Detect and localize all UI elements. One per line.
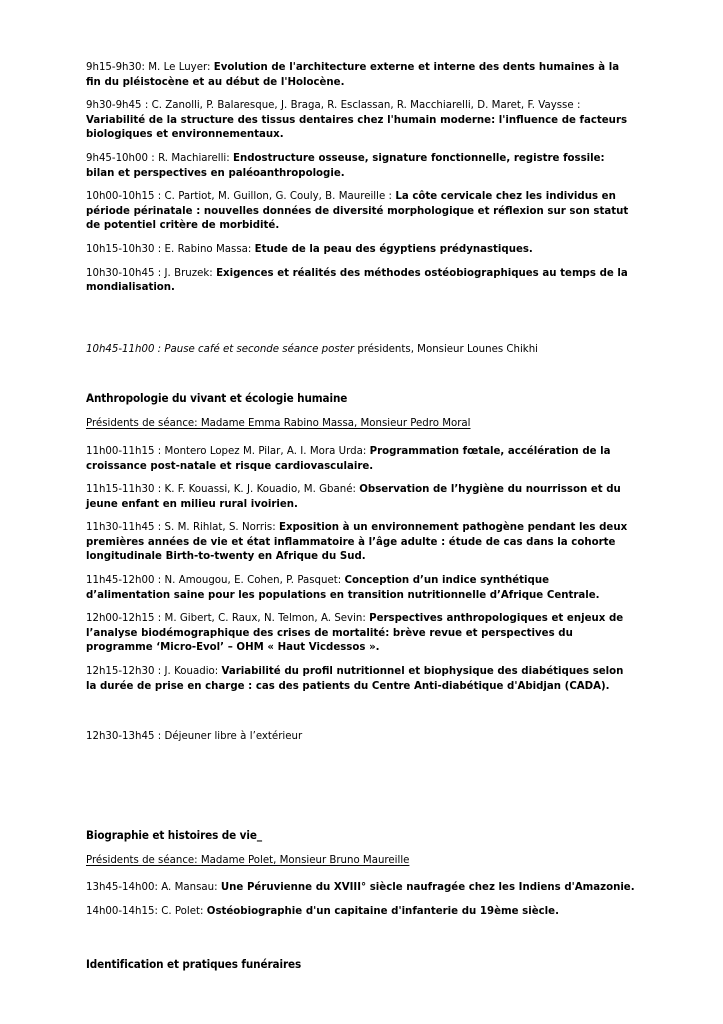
section-chairs-anthropologie: Présidents de séance: Madame Emma Rabino Massa, Monsieur Pedro Moral [86,418,471,430]
entry-time-authors: 11h00-11h15 : Montero Lopez M. Pilar, A. I. Mora Urda: [86,445,370,457]
spacer [86,929,636,957]
spacer [86,754,636,828]
schedule-entry [86,243,636,258]
schedule-entry [86,905,636,920]
entry-title: Ostéobiographie d'un capitaine d'infanterie du 19ème siècle. [206,906,559,917]
schedule-entry [86,612,636,656]
spacer [86,357,636,391]
spacer [86,843,636,854]
biographie-session-list [86,881,636,919]
coffee-break-italic: 10h45-11h00 : Pause café et seconde séance poster [86,343,355,355]
morning-session-list [86,61,636,296]
spacer [86,305,636,343]
entry-time-authors: 10h15-10h30 : E. Rabino Massa: [86,243,255,255]
schedule-entry [86,574,636,603]
entry-time-authors: 11h45-12h00 : N. Amougou, E. Cohen, P. Pasquet: [86,575,345,587]
entry-title: La côte cervicale chez les individus en période périnatale : nouvelles données de diversité morphologique et réflexion sur son statut de potentiel critère de morbidité. [86,191,629,232]
entry-time-authors: 9h15-9h30: M. Le Luyer: [86,62,214,73]
entry-time-authors: 9h30-9h45 : C. Zanolli, P. Balaresque, J. Braga, R. Esclassan, R. Macchiarelli, D. Maret, F. Vaysse : [86,100,581,112]
entry-title: Une Péruvienne du XVIII° siècle naufragée chez les Indiens d'Amazonie. [220,882,635,894]
entry-title: Perspectives anthropologiques et enjeux de l’analyse biodémographique des crises de mortalité: brève revue et perspectives du programme ‘Micro-Evol’ – OHM « Haut Vicdessos ». [86,613,624,654]
entry-title: Variabilité de la structure des tissus dentaires chez l'humain moderne: l'influence de facteurs biologiques et environnementaux. [86,114,628,141]
spacer [86,868,636,881]
entry-time-authors: 13h45-14h00: A. Mansau: [86,882,221,894]
entry-time-authors: 11h30-11h45 : S. M. Rihlat, S. Norris: [86,522,279,534]
coffee-break-chairs: présidents, Monsieur Lounes Chikhi [354,343,538,355]
spacer [86,432,636,445]
schedule-entry [86,483,636,512]
schedule-entry [86,190,636,234]
lunch-text: 12h30-13h45 : Déjeuner libre à l’extérieur [86,731,303,743]
schedule-entry [86,61,636,90]
entry-title: Variabilité du profil nutritionnel et biophysique des diabétiques selon la durée de prise en charge : cas des patients du Centre Anti-diabétique d'Abidjan (CADA). [86,666,624,692]
section-heading-identification: Identification et pratiques funéraires [86,956,302,971]
schedule-entry [86,267,636,296]
schedule-entry [86,445,636,474]
lunch-line [86,730,636,745]
page-content [86,61,636,972]
entry-title: Observation de l’hygiène du nourrisson et du jeune enfant en milieu rural ivoirien. [86,484,621,510]
schedule-entry [86,665,636,694]
spacer [86,703,636,730]
anthropologie-session-list [86,445,636,694]
entry-title: Etude de la peau des égyptiens prédynastiques. [254,243,533,255]
coffee-break-line [86,343,636,358]
entry-title: Endostructure osseuse, signature fonctionnelle, registre fossile: bilan et perspectives en paléoanthropologie. [86,152,605,179]
entry-title: Exposition à un environnement pathogène pendant les deux premières années de vie et état inflammatoire à l’âge adulte : étude de cas dans la cohorte longitudinale Birth-to-twenty en Afrique du Sud. [86,522,628,563]
section-heading-biographie: Biographie et histoires de vie_ [86,827,262,842]
entry-time-authors: 10h30-10h45 : J. Bruzek: [86,267,217,279]
entry-title: Conception d’un indice synthétique d’alimentation saine pour les populations en transition nutritionnelle d’Afrique Centrale. [86,575,600,601]
schedule-entry [86,881,636,896]
schedule-entry [86,99,636,143]
section-heading-anthropologie: Anthropologie du vivant et écologie humaine [86,391,348,406]
entry-time-authors: 9h45-10h00 : R. Machiarelli: [86,152,234,164]
section-chairs-biographie: Présidents de séance: Madame Polet, Monsieur Bruno Maureille [86,854,410,866]
entry-title: Programmation fœtale, accélération de la croissance post-natale et risque cardiovasculaire. [86,445,611,472]
schedule-entry [86,521,636,565]
schedule-entry [86,152,636,181]
entry-time-authors: 14h00-14h15: C. Polet: [86,906,207,917]
entry-time-authors: 12h00-12h15 : M. Gibert, C. Raux, N. Telmon, A. Sevin: [86,613,370,625]
entry-title: Evolution de l'architecture externe et interne des dents humaines à la fin du pléistocène et au début de l'Holocène. [86,62,620,88]
entry-time-authors: 12h15-12h30 : J. Kouadio: [86,666,222,678]
entry-time-authors: 10h00-10h15 : C. Partiot, M. Guillon, G. Couly, B. Maureille : [86,191,396,203]
entry-title: Exigences et réalités des méthodes ostéobiographiques au temps de la mondialisation. [86,267,628,294]
entry-time-authors: 11h15-11h30 : K. F. Kouassi, K. J. Kouadio, M. Gbané: [86,484,360,496]
spacer [86,406,636,417]
